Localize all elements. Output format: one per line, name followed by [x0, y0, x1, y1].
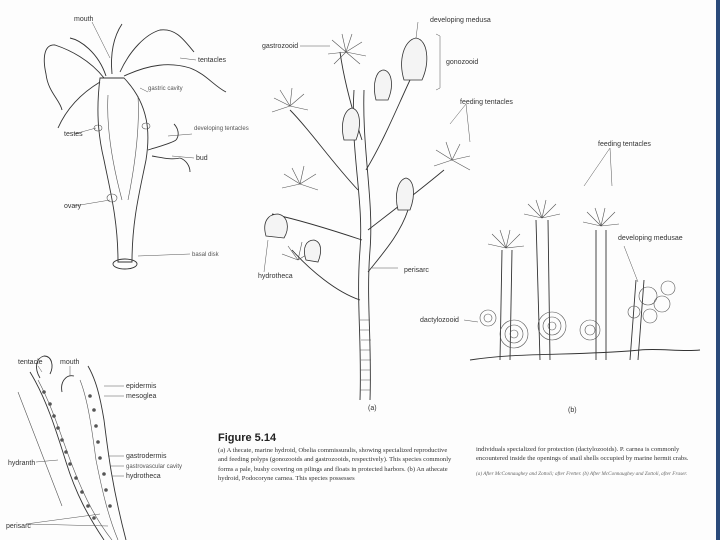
- podocoryne-illustration: [420, 141, 700, 414]
- label-hydrotheca-section: hydrotheca: [126, 473, 161, 480]
- label-hydrotheca: hydrotheca: [258, 273, 293, 280]
- dactylozooid-coils: [480, 310, 600, 348]
- label-epidermis: epidermis: [126, 383, 157, 390]
- label-gastrodermis: gastrodermis: [126, 453, 167, 460]
- label-gastrovascular-cavity: gastrovascular cavity: [126, 464, 183, 470]
- label-gastric-cavity: gastric cavity: [148, 86, 183, 92]
- panel-letter-b: (b): [568, 407, 577, 414]
- obelia-illustration: [258, 17, 513, 412]
- panel-letter-a: (a): [368, 405, 377, 412]
- figure-title: Figure 5.14: [218, 432, 277, 444]
- label-developing-medusae: developing medusae: [618, 235, 683, 242]
- label-developing-medusa: developing medusa: [430, 17, 491, 24]
- hydra-illustration: [44, 16, 248, 269]
- label-mesoglea: mesoglea: [126, 393, 157, 400]
- label-tentacles: tentacles: [198, 57, 227, 64]
- label-feeding-tentacles-a: feeding tentacles: [460, 99, 513, 106]
- label-hydranth: hydranth: [8, 460, 36, 467]
- label-feeding-tentacles-b: feeding tentacles: [598, 141, 651, 148]
- section-illustration: [6, 356, 182, 540]
- slide-edge-bar: [716, 0, 720, 540]
- gonozooid-cup: [402, 38, 427, 80]
- label-tentacle: tentacle: [18, 359, 43, 366]
- figure-credit: (a) After McConnaughey and Zottoli; after Fretter. (b) After McConnaughey and Zottoli, after Fraser.: [476, 471, 688, 477]
- label-basal-disk: basal disk: [192, 252, 219, 258]
- label-perisarc-a: perisarc: [404, 267, 429, 274]
- label-developing-tentacles: developing tentacles: [194, 126, 249, 132]
- label-dactylozooid: dactylozooid: [420, 317, 459, 324]
- label-testes: testes: [64, 131, 83, 138]
- label-ovary: ovary: [64, 203, 82, 210]
- label-bud: bud: [196, 155, 208, 162]
- label-gastrozooid: gastrozooid: [262, 43, 299, 50]
- figure-caption-right: individuals specialized for protection (dactylozooids). P. carnea is commonly encountered inside the openings of snail shells occupied by marine hermit crabs.: [476, 446, 689, 463]
- figure-caption-left: (a) A thecate, marine hydroid, Obelia commissuralis, showing specialized reproductive and feeding polyps (gonozooids and gastrozooids, respectively). This species commonly forms a pale, bushy covering on pilings and floats in protected harbors. (b) An athecate hydroid, Podocoryne carnea. This species possesses: [218, 447, 452, 482]
- label-perisarc-section: perisarc: [6, 523, 31, 530]
- label-mouth: mouth: [74, 16, 94, 23]
- label-gonozooid: gonozooid: [446, 59, 479, 66]
- hydrotheca-cup: [265, 214, 288, 238]
- label-mouth-section: mouth: [60, 359, 80, 366]
